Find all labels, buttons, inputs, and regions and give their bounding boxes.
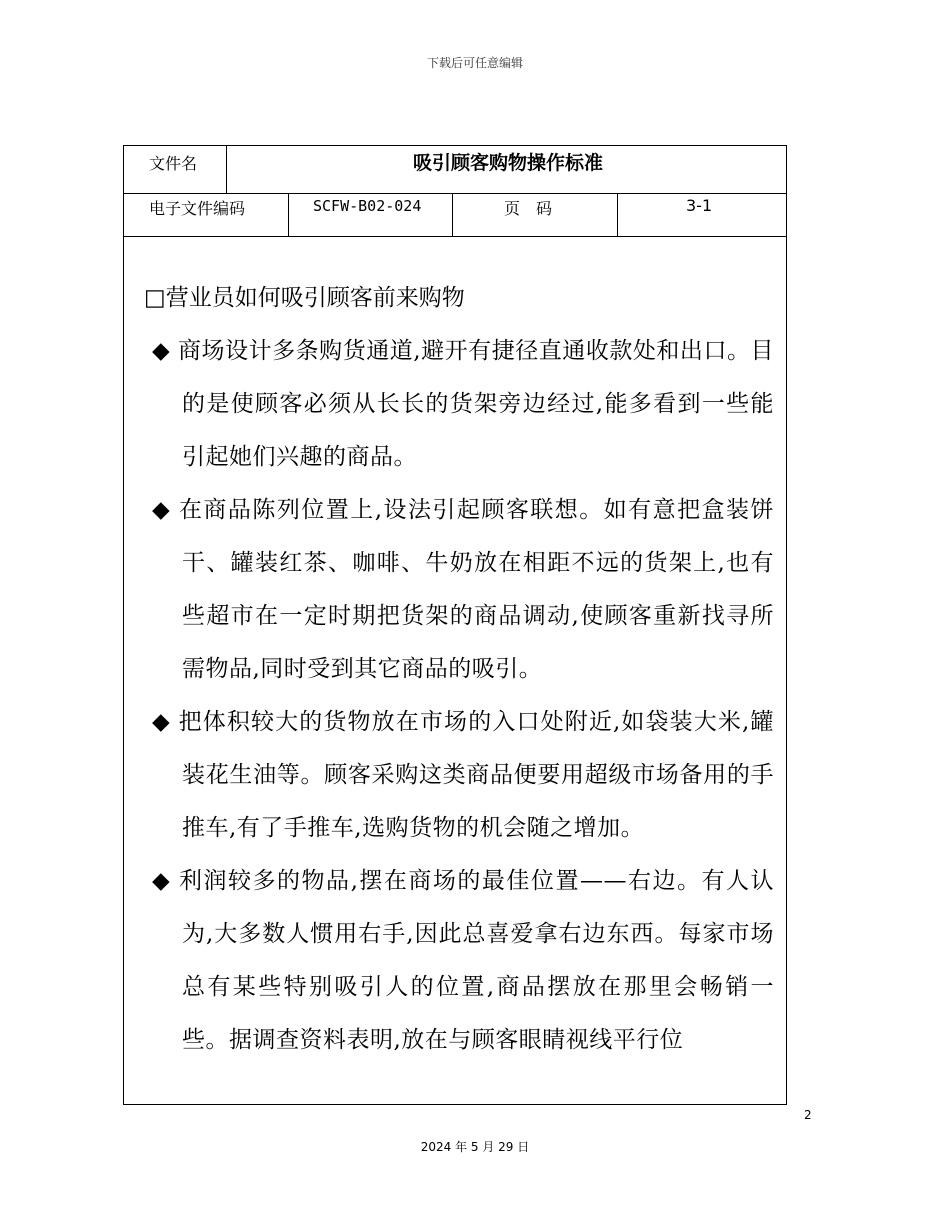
column-divider <box>452 193 453 236</box>
document-table <box>123 145 787 1105</box>
diamond-bullet-icon: ◆ <box>152 497 171 523</box>
column-divider <box>288 193 289 236</box>
section-title: □营业员如何吸引顾客前来购物 <box>144 285 465 311</box>
file-name-label: 文件名 <box>149 154 198 173</box>
file-code-label: 电子文件编码 <box>149 199 246 218</box>
header-note: 下载后可任意编辑 <box>426 56 523 70</box>
file-code-value: SCFW-B02-024 <box>313 197 422 215</box>
column-divider <box>617 193 618 236</box>
column-divider <box>226 146 227 193</box>
bullet-item <box>144 696 774 855</box>
bullet-text: 利润较多的物品,摆在商场的最佳位置——右边。有人认为,大多数人惯用右手,因此总喜爱拿右边东西。每家市场总有某些特别吸引人的位置,商品摆放在那里会畅销一些。据调查资料表明,放在与顾客眼睛视线平行位 <box>178 868 774 1053</box>
bullet-text: 商场设计多条购货通道,避开有捷径直通收款处和出口。目的是使顾客必须从长长的货架旁边经过,能多看到一些能引起她们兴趣的商品。 <box>178 338 774 470</box>
row-divider <box>124 236 786 237</box>
diamond-bullet-icon: ◆ <box>152 338 171 364</box>
document-body <box>144 272 774 1067</box>
diamond-bullet-icon: ◆ <box>152 709 171 735</box>
page-number: 2 <box>804 1108 812 1122</box>
page-value: 3-1 <box>686 196 713 215</box>
bullet-text: 在商品陈列位置上,设法引起顾客联想。如有意把盒装饼干、罐装红茶、咖啡、牛奶放在相距不远的货架上,也有些超市在一定时期把货架的商品调动,使顾客重新找寻所需物品,同时受到其它商品的吸引。 <box>178 497 774 682</box>
bullet-text: 把体积较大的货物放在市场的入口处附近,如袋装大米,罐装花生油等。顾客采购这类商品便要用超级市场备用的手推车,有了手推车,选购货物的机会随之增加。 <box>178 709 774 841</box>
bullet-item <box>144 855 774 1067</box>
diamond-bullet-icon: ◆ <box>152 868 171 894</box>
footer-date: 2024 年 5 月 29 日 <box>420 1140 530 1154</box>
document-title: 吸引顾客购物操作标准 <box>412 152 603 174</box>
row-divider <box>124 193 786 194</box>
bullet-item <box>144 484 774 696</box>
bullet-item <box>144 325 774 484</box>
page-label: 页 码 <box>504 199 553 218</box>
